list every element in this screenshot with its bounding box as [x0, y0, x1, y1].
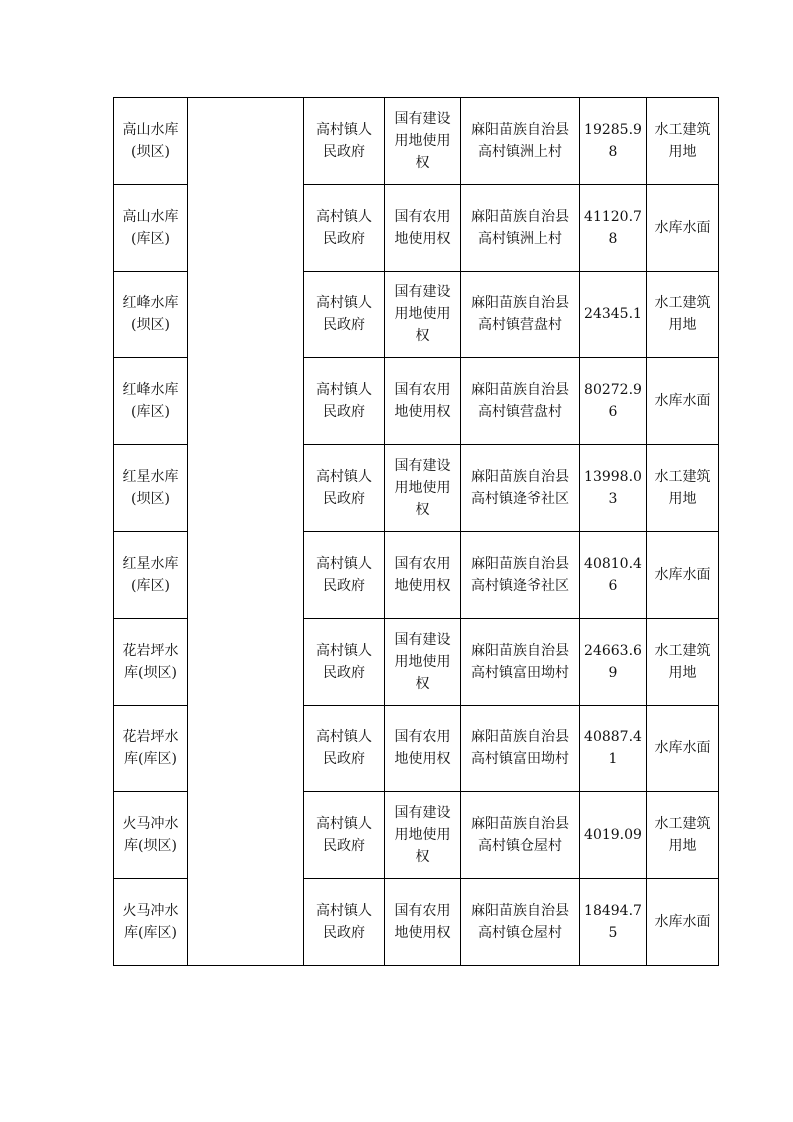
land-use-line: 水工建筑 — [654, 121, 711, 138]
right-type-line: 地使用权 — [394, 751, 451, 768]
right-type-line: 用地使用 — [394, 827, 451, 844]
land-use-line: 用地 — [668, 838, 697, 855]
land-use-cell — [647, 879, 719, 966]
area-cell — [580, 445, 647, 532]
location-cell — [461, 358, 580, 445]
owner-line: 高村镇人 — [316, 816, 372, 833]
owner-line: 民政府 — [323, 317, 365, 334]
land-use-cell — [647, 445, 719, 532]
right-type-cell — [385, 445, 461, 532]
reservoir-name-line: 红星水库 — [122, 555, 179, 572]
owner-line: 高村镇人 — [316, 295, 372, 312]
right-type-line: 权 — [415, 502, 430, 519]
land-use-cell — [647, 358, 719, 445]
location-cell — [461, 531, 580, 618]
right-type-cell — [385, 358, 461, 445]
area-line: 6 — [608, 404, 618, 421]
location-line: 麻阳苗族自治县 — [471, 642, 569, 659]
land-use-cell — [647, 98, 719, 185]
area-line: 40810.4 — [584, 555, 642, 572]
owner-line: 民政府 — [323, 751, 365, 768]
location-cell — [461, 705, 580, 792]
land-use-line: 水工建筑 — [654, 816, 711, 833]
owner-line: 民政府 — [323, 230, 365, 247]
merged-blank-cell — [188, 98, 304, 966]
location-line: 高村镇营盘村 — [478, 317, 562, 334]
land-use-line: 水库水面 — [654, 914, 711, 931]
land-use-line: 用地 — [668, 491, 697, 508]
location-cell — [461, 184, 580, 271]
area-line: 5 — [608, 925, 618, 942]
right-type-line: 用地使用 — [394, 480, 451, 497]
owner-cell — [304, 792, 385, 879]
right-type-line: 国有建设 — [394, 631, 451, 648]
owner-cell — [304, 879, 385, 966]
location-line: 高村镇仓屋村 — [478, 838, 562, 855]
area-cell — [580, 98, 647, 185]
reservoir-name-cell — [114, 184, 188, 271]
reservoir-name-line: 库(库区) — [124, 751, 177, 768]
reservoir-name-cell — [114, 792, 188, 879]
owner-cell — [304, 445, 385, 532]
land-use-cell — [647, 618, 719, 705]
reservoir-name-cell — [114, 98, 188, 185]
owner-line: 民政府 — [323, 664, 365, 681]
reservoir-name-line: 花岩坪水 — [122, 729, 179, 746]
right-type-line: 国有建设 — [394, 110, 451, 127]
reservoir-name-cell — [114, 879, 188, 966]
right-type-cell — [385, 618, 461, 705]
owner-cell — [304, 184, 385, 271]
right-type-line: 国有农用 — [394, 208, 451, 225]
owner-cell — [304, 618, 385, 705]
area-line: 8 — [608, 143, 618, 160]
land-use-line: 水工建筑 — [654, 642, 711, 659]
location-cell — [461, 98, 580, 185]
owner-line: 民政府 — [323, 577, 365, 594]
owner-line: 民政府 — [323, 491, 365, 508]
area-line: 8 — [608, 230, 618, 247]
reservoir-name-cell — [114, 531, 188, 618]
reservoir-name-cell — [114, 445, 188, 532]
location-line: 高村镇逄爷社区 — [471, 491, 569, 508]
reservoir-name-line: 火马冲水 — [122, 816, 179, 833]
area-line: 80272.9 — [584, 382, 642, 399]
reservoir-name-line: (坝区) — [131, 143, 170, 160]
owner-line: 高村镇人 — [316, 208, 372, 225]
reservoir-name-cell — [114, 705, 188, 792]
land-use-line: 水库水面 — [654, 219, 711, 236]
reservoir-name-line: (坝区) — [131, 317, 170, 334]
area-cell — [580, 358, 647, 445]
right-type-cell — [385, 792, 461, 879]
land-use-cell — [647, 184, 719, 271]
owner-line: 高村镇人 — [316, 382, 372, 399]
reservoir-name-line: 库(库区) — [124, 925, 177, 942]
location-line: 麻阳苗族自治县 — [471, 295, 569, 312]
reservoir-name-line: 库(坝区) — [124, 664, 177, 681]
right-type-line: 地使用权 — [394, 577, 451, 594]
owner-line: 民政府 — [323, 404, 365, 421]
right-type-cell — [385, 705, 461, 792]
right-type-line: 用地使用 — [394, 653, 451, 670]
land-use-cell — [647, 705, 719, 792]
location-line: 高村镇仓屋村 — [478, 925, 562, 942]
area-line: 24345.1 — [584, 306, 642, 323]
right-type-line: 用地使用 — [394, 132, 451, 149]
location-line: 麻阳苗族自治县 — [471, 729, 569, 746]
right-type-line: 权 — [415, 154, 430, 171]
right-type-line: 国有建设 — [394, 805, 451, 822]
location-line: 麻阳苗族自治县 — [471, 208, 569, 225]
land-rights-table — [113, 97, 719, 966]
location-line: 麻阳苗族自治县 — [471, 469, 569, 486]
right-type-cell — [385, 531, 461, 618]
right-type-line: 国有农用 — [394, 382, 451, 399]
owner-line: 高村镇人 — [316, 469, 372, 486]
reservoir-name-line: (库区) — [131, 577, 170, 594]
area-line: 3 — [608, 491, 618, 508]
right-type-line: 国有农用 — [394, 729, 451, 746]
owner-line: 民政府 — [323, 143, 365, 160]
area-line: 24663.6 — [584, 642, 642, 659]
reservoir-name-line: 红星水库 — [122, 469, 179, 486]
right-type-line: 权 — [415, 849, 430, 866]
area-line: 13998.0 — [584, 469, 642, 486]
owner-cell — [304, 358, 385, 445]
location-cell — [461, 879, 580, 966]
right-type-cell — [385, 184, 461, 271]
location-line: 麻阳苗族自治县 — [471, 382, 569, 399]
land-use-cell — [647, 271, 719, 358]
owner-line: 民政府 — [323, 925, 365, 942]
owner-line: 高村镇人 — [316, 903, 372, 920]
reservoir-name-line: 火马冲水 — [122, 903, 179, 920]
location-line: 高村镇洲上村 — [478, 143, 562, 160]
right-type-cell — [385, 271, 461, 358]
location-line: 麻阳苗族自治县 — [471, 903, 569, 920]
owner-cell — [304, 705, 385, 792]
land-use-line: 水工建筑 — [654, 469, 711, 486]
right-type-line: 国有建设 — [394, 458, 451, 475]
land-use-line: 水工建筑 — [654, 295, 711, 312]
area-cell — [580, 792, 647, 879]
area-cell — [580, 879, 647, 966]
reservoir-name-line: 库(坝区) — [124, 838, 177, 855]
area-cell — [580, 271, 647, 358]
owner-cell — [304, 271, 385, 358]
right-type-cell — [385, 98, 461, 185]
land-use-cell — [647, 792, 719, 879]
area-line: 4019.09 — [584, 827, 642, 844]
owner-line: 民政府 — [323, 838, 365, 855]
table-row — [114, 98, 719, 185]
location-cell — [461, 271, 580, 358]
right-type-cell — [385, 879, 461, 966]
location-cell — [461, 445, 580, 532]
owner-line: 高村镇人 — [316, 729, 372, 746]
location-cell — [461, 618, 580, 705]
right-type-line: 权 — [415, 675, 430, 692]
area-line: 41120.7 — [584, 208, 642, 225]
right-type-line: 国有农用 — [394, 903, 451, 920]
reservoir-name-cell — [114, 618, 188, 705]
location-line: 高村镇富田坳村 — [471, 751, 569, 768]
location-line: 麻阳苗族自治县 — [471, 121, 569, 138]
location-line: 麻阳苗族自治县 — [471, 555, 569, 572]
reservoir-name-line: (库区) — [131, 404, 170, 421]
reservoir-name-line: 红峰水库 — [122, 382, 179, 399]
reservoir-name-cell — [114, 358, 188, 445]
land-use-cell — [647, 531, 719, 618]
right-type-line: 国有农用 — [394, 555, 451, 572]
area-line: 1 — [608, 751, 618, 768]
right-type-line: 权 — [415, 328, 430, 345]
right-type-line: 地使用权 — [394, 925, 451, 942]
owner-cell — [304, 98, 385, 185]
reservoir-name-line: 红峰水库 — [122, 295, 179, 312]
area-cell — [580, 531, 647, 618]
reservoir-name-line: (坝区) — [131, 491, 170, 508]
owner-line: 高村镇人 — [316, 642, 372, 659]
location-line: 高村镇逄爷社区 — [471, 577, 569, 594]
land-use-line: 水库水面 — [654, 566, 711, 583]
area-cell — [580, 618, 647, 705]
location-cell — [461, 792, 580, 879]
owner-cell — [304, 531, 385, 618]
reservoir-name-line: (库区) — [131, 230, 170, 247]
location-line: 高村镇营盘村 — [478, 404, 562, 421]
land-use-line: 用地 — [668, 664, 697, 681]
area-line: 19285.9 — [584, 121, 642, 138]
land-use-line: 用地 — [668, 143, 697, 160]
table-body — [114, 98, 719, 966]
right-type-line: 国有建设 — [394, 284, 451, 301]
area-line: 9 — [608, 664, 618, 681]
area-cell — [580, 705, 647, 792]
location-line: 高村镇洲上村 — [478, 230, 562, 247]
area-line: 40887.4 — [584, 729, 642, 746]
area-line: 18494.7 — [584, 903, 642, 920]
reservoir-name-line: 高山水库 — [122, 208, 179, 225]
owner-line: 高村镇人 — [316, 555, 372, 572]
location-line: 高村镇富田坳村 — [471, 664, 569, 681]
reservoir-name-line: 高山水库 — [122, 121, 179, 138]
land-use-line: 用地 — [668, 317, 697, 334]
right-type-line: 用地使用 — [394, 306, 451, 323]
location-line: 麻阳苗族自治县 — [471, 816, 569, 833]
reservoir-name-line: 花岩坪水 — [122, 642, 179, 659]
reservoir-name-cell — [114, 271, 188, 358]
land-use-line: 水库水面 — [654, 740, 711, 757]
owner-line: 高村镇人 — [316, 121, 372, 138]
right-type-line: 地使用权 — [394, 404, 451, 421]
area-line: 6 — [608, 577, 618, 594]
right-type-line: 地使用权 — [394, 230, 451, 247]
area-cell — [580, 184, 647, 271]
land-use-line: 水库水面 — [654, 393, 711, 410]
